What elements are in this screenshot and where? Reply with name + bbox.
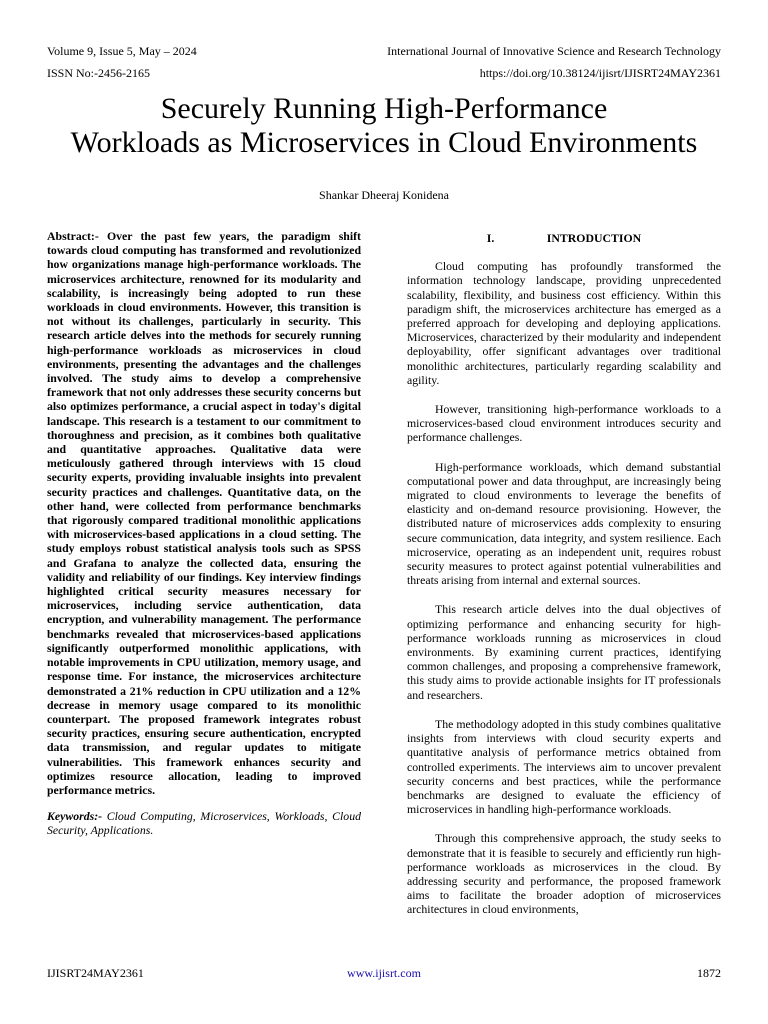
header-journal-name: International Journal of Innovative Science and Research Technology [387, 44, 721, 58]
intro-paragraph: However, transitioning high-performance workloads to a microservices-based cloud environment introduces security and performance challenges. [407, 402, 721, 445]
left-column [47, 229, 361, 838]
keywords [47, 809, 361, 837]
intro-paragraph: This research article delves into the dual objectives of optimizing performance and enhancing security for high-performance workloads running as microservices in cloud environments. By examining current practices, identifying common challenges, and proposing a comprehensive framework, this study aims to provide actionable insights for IT professionals and researchers. [407, 602, 721, 702]
paper-title [30, 92, 738, 160]
intro-paragraph: Cloud computing has profoundly transformed the information technology landscape, providing unprecedented scalability, flexibility, and business cost efficiency. Within this paradigm shift, the microservices architecture has emerged as a preferred approach for developing and deploying applications. Microservices, characterized by their modularity and independent deployability, offer significant advantages over traditional monolithic architectures, particularly regarding scalability and agility. [407, 259, 721, 387]
title-line-1: Securely Running High-Performance [160, 92, 608, 125]
section-heading [407, 231, 721, 245]
section-title: INTRODUCTION [546, 231, 642, 245]
footer-url[interactable]: www.ijisrt.com [347, 966, 421, 980]
intro-paragraph: High-performance workloads, which demand substantial computational power and data throughput, are increasingly being migrated to cloud environments to leverage the benefits of elasticity and on-demand resource provisioning. However, the distributed nature of microservices adds complexity to ensuring secure communication, data integrity, and system resilience. Each microservice, operating as an independent unit, requires robust security measures to protect against potential vulnerabilities and threats arising from internal and external sources. [407, 459, 721, 588]
page-number: 1872 [697, 966, 721, 980]
author-name: Shankar Dheeraj Konidena [319, 188, 449, 202]
section-number: I. [486, 231, 495, 245]
header-doi-link[interactable]: https://doi.org/10.38124/ijisrt/IJISRT24MAY2361 [479, 66, 721, 80]
keywords-label: Keywords:- [47, 809, 103, 824]
intro-paragraph: Through this comprehensive approach, the study seeks to demonstrate that it is feasible to securely and efficiently run high-performance workloads as microservices in the cloud. By addressing security and performance, the proposed framework aims to facilitate the broader adoption of microservices architectures in cloud environments, [407, 831, 721, 917]
keywords-text: Cloud Computing, Microservices, Workloads, Cloud Security, Applications. [47, 809, 361, 838]
header-volume: Volume 9, Issue 5, May – 2024 [47, 44, 197, 58]
right-column [407, 229, 721, 932]
abstract: Abstract:- Over the past few years, the paradigm shift towards cloud computing has transformed and revolutionized how organizations manage high-performance workloads. The microservices architecture, renowned for its modularity and scalability, is increasingly being adopted to run these workloads in cloud environments. However, this transition is not without its challenges, particularly in security. This research article delves into the methods for securely running high-performance workloads as microservices in cloud environments, presenting the advantages and the challenges involved. The study aims to develop a comprehensive framework that not only addresses these security concerns but also optimizes performance, a crucial aspect in today's digital landscape. This research is a testament to our commitment to thoroughness and precision, as it combines both qualitative and quantitative approaches. Qualitative data were meticulously gathered through interviews with 15 cloud security experts, providing invaluable insights into prevalent security practices and challenges. Quantitative data, on the other hand, were collected from performance benchmarks that rigorously compared traditional monolithic applications with microservices-based applications in a cloud setting. The study employs robust statistical analysis tools such as SPSS and Grafana to analyze the collected data, ensuring the validity and reliability of our findings. Key interview findings highlighted critical security measures necessary for microservices, including service authentication, data encryption, and vulnerability management. The performance benchmarks revealed that microservices-based applications significantly outperformed monolithic applications, with notable improvements in CPU utilization, memory usage, and response time. For instance, the microservices architecture demonstrated a 21% reduction in CPU utilization and a 12% decrease in memory usage compared to its monolithic counterpart. The proposed framework integrates robust security practices, ensuring secure authentication, encrypted data transmission, and regular updates to mitigate vulnerabilities. This framework enhances security and optimizes resource allocation, leading to improved performance metrics. [47, 229, 361, 797]
footer-paper-id: IJISRT24MAY2361 [47, 966, 144, 980]
header-issn: ISSN No:-2456-2165 [47, 66, 151, 80]
intro-paragraph: The methodology adopted in this study combines qualitative insights from interviews with cloud security experts and quantitative analysis of performance metrics obtained from controlled experiments. The interviews aim to uncover prevalent security concerns and best practices, while the performance benchmarks are designed to evaluate the efficiency of microservices in handling high-performance workloads. [407, 716, 721, 817]
title-line-2: Workloads as Microservices in Cloud Environments [70, 126, 698, 159]
footer-website-link [0, 966, 768, 980]
